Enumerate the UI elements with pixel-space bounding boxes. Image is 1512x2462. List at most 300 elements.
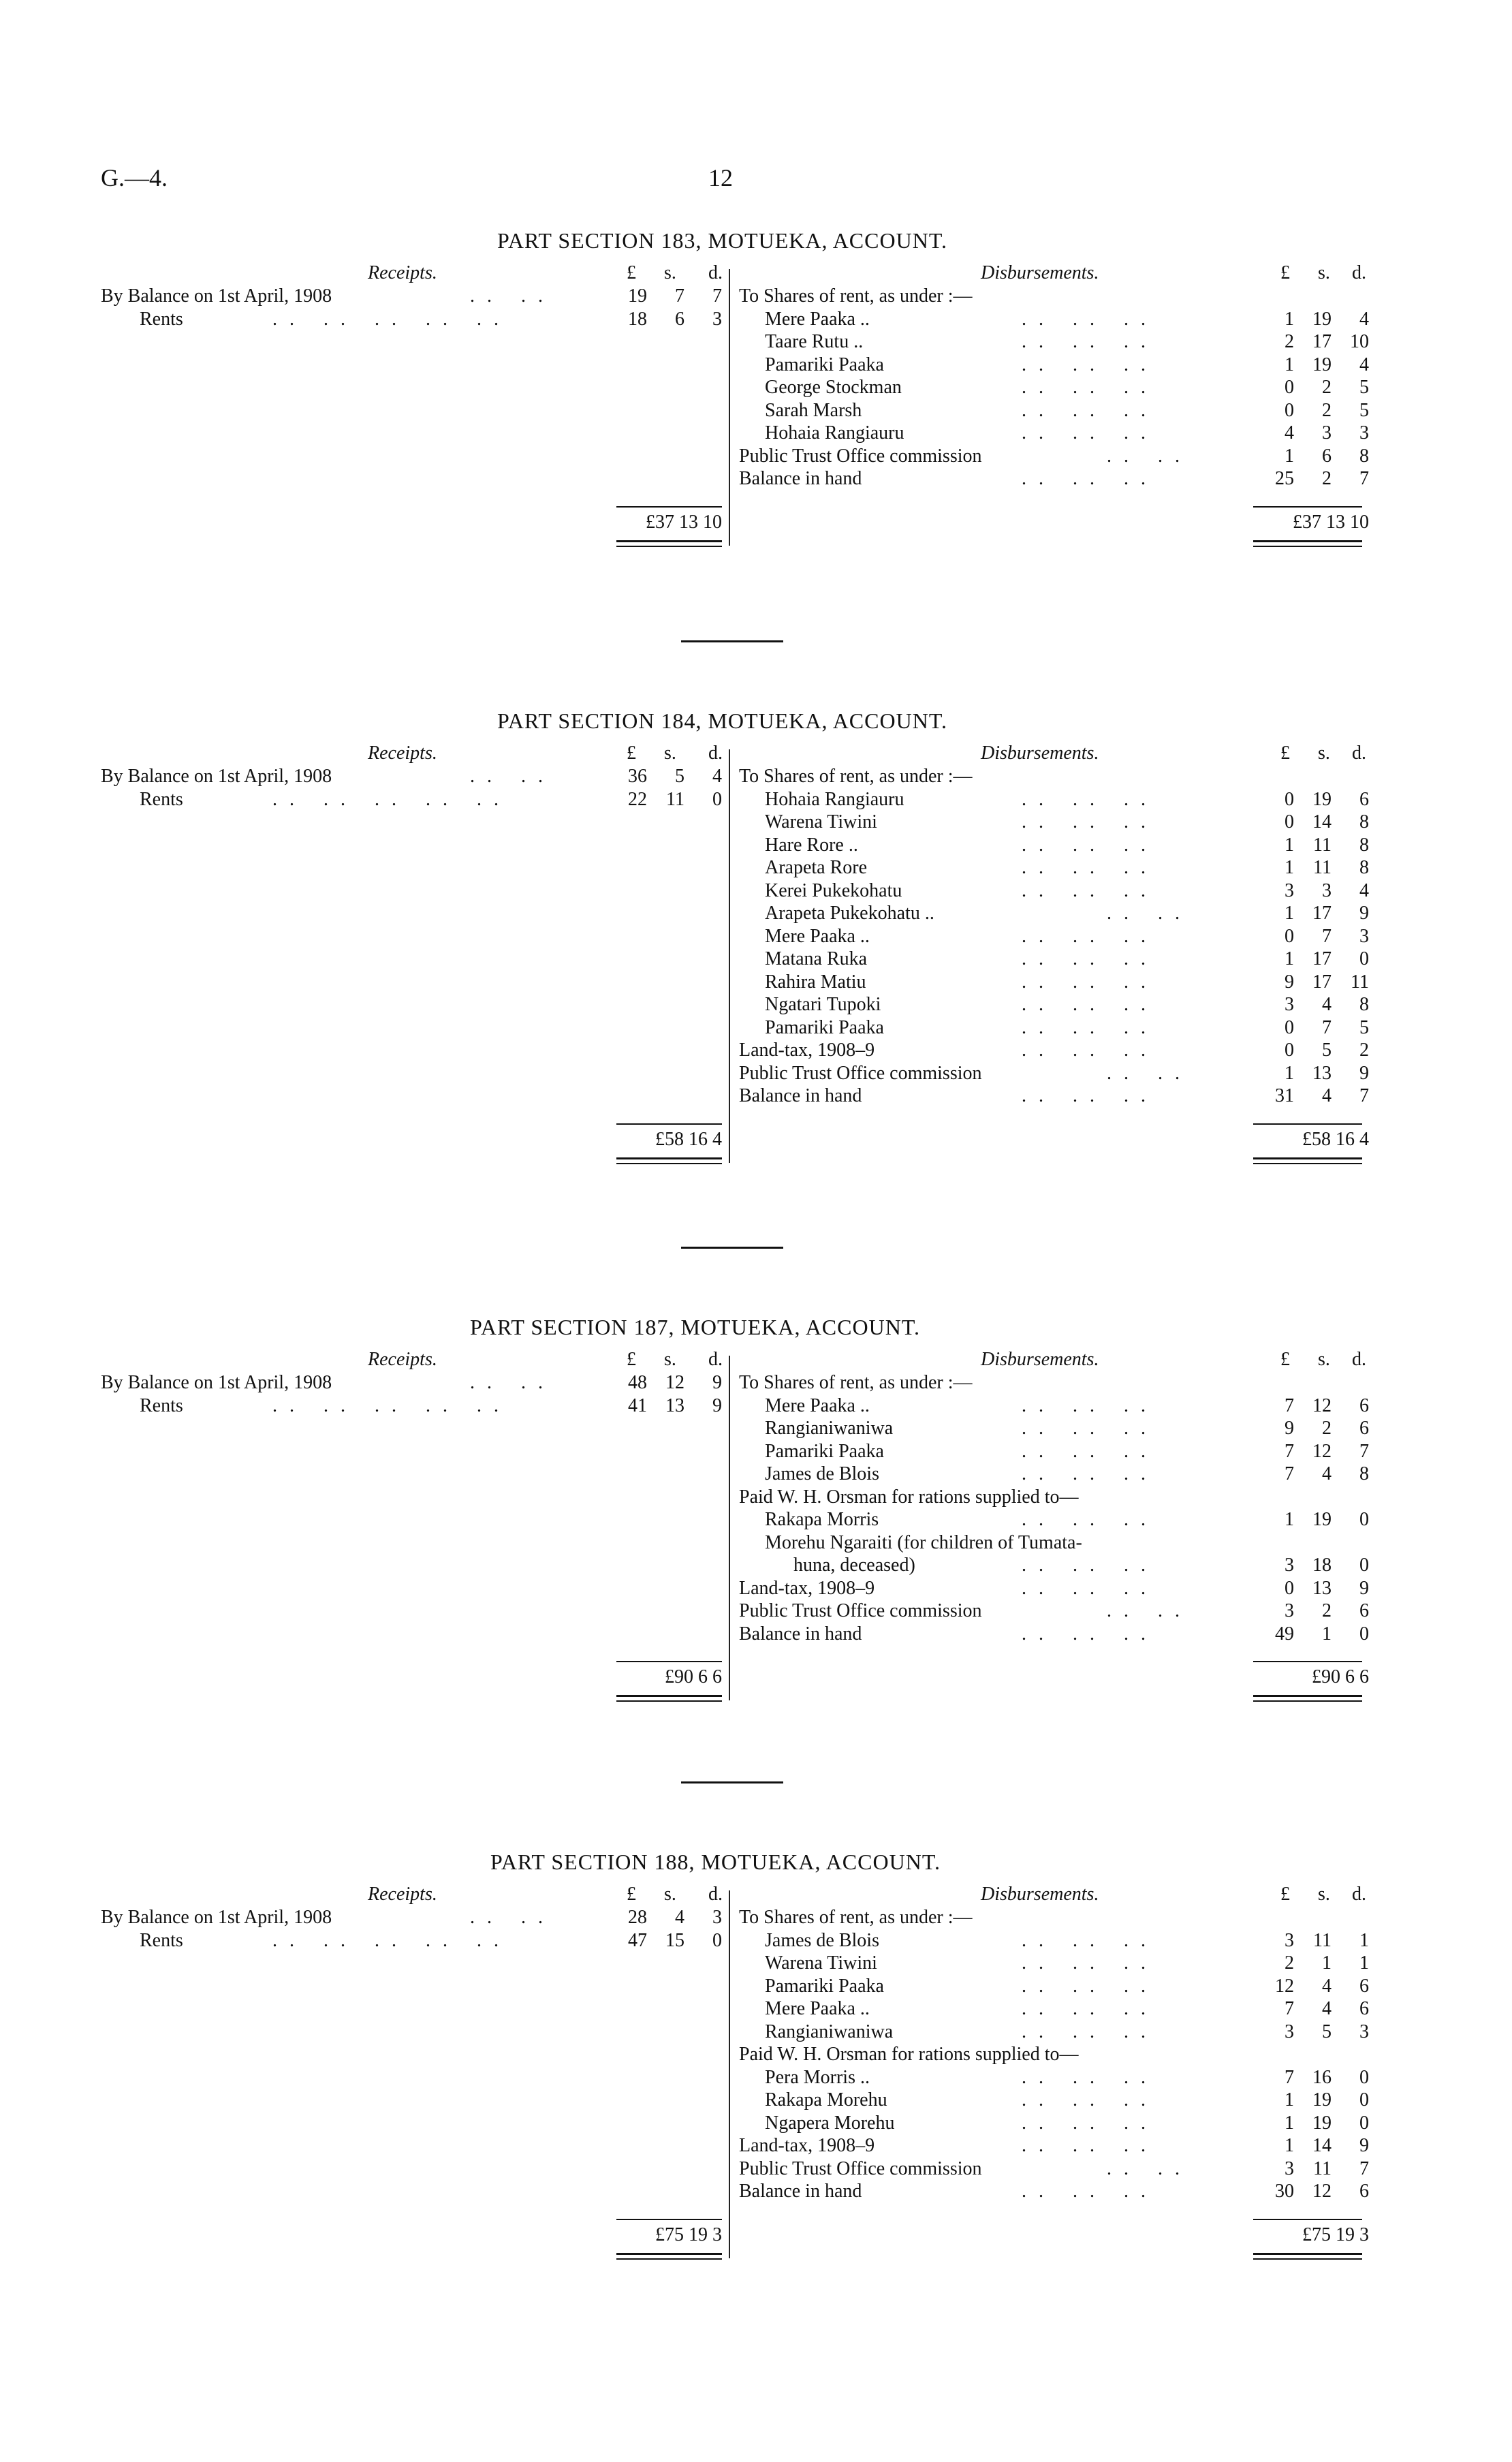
disbursement-pence: 0: [1359, 1623, 1369, 1645]
receipt-label: By Balance on 1st April, 1908: [101, 285, 332, 307]
column-divider: [729, 1356, 730, 1700]
disbursement-shillings: 4: [1322, 994, 1332, 1015]
total-rule-bottom: [1253, 1163, 1362, 1164]
page-ref: G.—4.: [101, 164, 168, 191]
leader-dots: .. .. ..: [1022, 2066, 1158, 2088]
receipts-heading: Receipts.: [368, 262, 437, 283]
receipt-label: Rents: [140, 308, 183, 330]
disbursement-pounds: 7: [1285, 1998, 1294, 2019]
disbursement-shillings: 11: [1313, 834, 1332, 856]
disbursement-pence: 9: [1359, 1577, 1369, 1599]
leader-dots: .. ..: [470, 1372, 555, 1393]
leader-dots: .. .. ..: [1022, 377, 1158, 398]
total-rule-top: [616, 1123, 722, 1125]
disbursement-pounds: 30: [1275, 2181, 1294, 2202]
disbursement-pounds: 12: [1275, 1975, 1294, 1997]
receipt-shillings: 15: [665, 1929, 684, 1951]
disbursement-pence: 5: [1359, 377, 1369, 398]
disbursement-pence: 0: [1359, 948, 1369, 969]
disbursement-pence: 8: [1359, 1463, 1369, 1484]
lsd-header: d.: [1352, 1884, 1366, 1905]
disbursement-label: Public Trust Office commission: [739, 445, 982, 467]
lsd-header: £: [1280, 743, 1290, 764]
lsd-header: s.: [664, 262, 676, 283]
leader-dots: .. .. ..: [1022, 834, 1158, 856]
leader-dots: .. .. .. .. ..: [272, 1929, 511, 1951]
leader-dots: .. ..: [1107, 2157, 1192, 2179]
disbursement-pounds: 1: [1285, 2089, 1294, 2110]
receipt-pounds: 28: [628, 1907, 647, 1928]
lsd-header: s.: [1318, 1349, 1330, 1370]
disbursement-pence: 0: [1359, 2112, 1369, 2134]
disbursements-total: £37 13 10: [1293, 511, 1369, 533]
disbursement-label: Pamariki Paaka: [765, 1440, 884, 1462]
disbursement-label: To Shares of rent, as under :—: [739, 1907, 973, 1928]
receipt-pounds: 19: [628, 285, 647, 307]
disbursement-shillings: 17: [1312, 331, 1332, 352]
disbursement-pounds: 0: [1285, 1016, 1294, 1038]
leader-dots: .. .. ..: [1022, 1952, 1158, 1974]
disbursement-pence: 1: [1359, 1952, 1369, 1974]
receipt-label: Rents: [140, 1394, 183, 1416]
disbursement-label: Hare Rore ..: [765, 834, 858, 856]
total-rule-bottom: [616, 546, 722, 547]
leader-dots: .. .. ..: [1022, 468, 1158, 489]
total-rule-bottom: [1253, 1695, 1362, 1697]
leader-dots: .. .. .. .. ..: [272, 308, 511, 330]
page-number: 12: [708, 164, 733, 191]
column-divider: [729, 269, 730, 546]
disbursement-pounds: 1: [1285, 2112, 1294, 2134]
receipt-pence: 9: [712, 1372, 722, 1393]
lsd-header: s.: [1318, 743, 1330, 764]
disbursement-shillings: 7: [1322, 1016, 1332, 1038]
disbursement-shillings: 5: [1322, 1040, 1332, 1061]
receipts-total: £58 16 4: [655, 1128, 722, 1150]
disbursement-shillings: 16: [1312, 2066, 1332, 2088]
disbursement-pence: 2: [1359, 1040, 1369, 1061]
lsd-header: £: [1280, 1884, 1290, 1905]
section-title: PART SECTION 187, MOTUEKA, ACCOUNT.: [470, 1315, 920, 1339]
receipt-pence: 3: [712, 308, 722, 330]
disbursement-shillings: 17: [1312, 903, 1332, 924]
disbursement-label: Balance in hand: [739, 2181, 862, 2202]
disbursement-shillings: 2: [1322, 1600, 1332, 1621]
disbursement-label: Arapeta Pukekohatu ..: [765, 903, 934, 924]
total-rule-bottom: [616, 1157, 722, 1159]
disbursement-pounds: 3: [1285, 1600, 1294, 1621]
disbursement-label: James de Blois: [765, 1929, 879, 1951]
disbursement-pounds: 31: [1275, 1085, 1294, 1106]
disbursement-label: Rakapa Morehu: [765, 2089, 887, 2110]
disbursement-pounds: 49: [1275, 1623, 1294, 1645]
total-rule-top: [616, 1661, 722, 1662]
total-rule-top: [1253, 2219, 1362, 2220]
disbursement-shillings: 1: [1322, 1623, 1332, 1645]
disbursement-pence: 8: [1359, 811, 1369, 832]
disbursement-label: Rakapa Morris: [765, 1509, 879, 1530]
disbursement-label: huna, deceased): [793, 1555, 915, 1576]
leader-dots: .. .. ..: [1022, 308, 1158, 330]
lsd-header: s.: [1318, 262, 1330, 283]
disbursement-pounds: 3: [1285, 1929, 1294, 1951]
disbursement-shillings: 19: [1312, 354, 1332, 375]
disbursement-pounds: 3: [1285, 1555, 1294, 1576]
lsd-header: d.: [1352, 262, 1366, 283]
disbursement-label: Public Trust Office commission: [739, 1600, 982, 1621]
disbursement-pence: 8: [1359, 857, 1369, 878]
disbursement-shillings: 4: [1322, 1975, 1332, 1997]
disbursement-label: Public Trust Office commission: [739, 1062, 982, 1084]
lsd-header: £: [627, 262, 636, 283]
disbursement-pence: 7: [1359, 2157, 1369, 2179]
leader-dots: .. .. ..: [1022, 948, 1158, 969]
disbursement-pounds: 7: [1285, 1440, 1294, 1462]
disbursement-label: Pera Morris ..: [765, 2066, 870, 2088]
leader-dots: .. .. ..: [1022, 811, 1158, 832]
disbursement-label: Morehu Ngaraiti (for children of Tumata-: [765, 1531, 1082, 1553]
disbursement-shillings: 4: [1322, 1085, 1332, 1106]
disbursement-shillings: 13: [1312, 1577, 1332, 1599]
disbursement-shillings: 17: [1312, 948, 1332, 969]
disbursement-pounds: 7: [1285, 1394, 1294, 1416]
disbursement-shillings: 17: [1312, 971, 1332, 993]
lsd-header: d.: [1352, 743, 1366, 764]
disbursement-shillings: 6: [1322, 445, 1332, 467]
leader-dots: .. .. ..: [1022, 1418, 1158, 1439]
disbursement-label: James de Blois: [765, 1463, 879, 1484]
total-rule-bottom: [1253, 2258, 1362, 2260]
leader-dots: .. .. ..: [1022, 857, 1158, 878]
disbursement-label: Balance in hand: [739, 1623, 862, 1645]
lsd-header: s.: [1318, 1884, 1330, 1905]
leader-dots: .. .. ..: [1022, 1555, 1158, 1576]
leader-dots: .. ..: [1107, 903, 1192, 924]
total-rule-top: [1253, 506, 1362, 508]
disbursement-shillings: 19: [1312, 2089, 1332, 2110]
disbursement-label: To Shares of rent, as under :—: [739, 285, 973, 307]
receipt-pounds: 48: [628, 1372, 647, 1393]
disbursement-pounds: 1: [1285, 834, 1294, 856]
disbursement-pounds: 0: [1285, 925, 1294, 947]
disbursement-shillings: 2: [1322, 377, 1332, 398]
lsd-header: s.: [664, 1349, 676, 1370]
disbursement-label: Paid W. H. Orsman for rations supplied to—: [739, 1486, 1079, 1508]
total-rule-top: [616, 506, 722, 508]
disbursement-label: Warena Tiwini: [765, 1952, 877, 1974]
disbursement-pence: 6: [1359, 1998, 1369, 2019]
disbursements-total: £58 16 4: [1302, 1128, 1369, 1150]
leader-dots: .. .. ..: [1022, 925, 1158, 947]
total-rule-bottom: [616, 2253, 722, 2255]
lsd-header: £: [1280, 1349, 1290, 1370]
total-rule-bottom: [1253, 546, 1362, 547]
disbursement-pence: 7: [1359, 1440, 1369, 1462]
leader-dots: .. ..: [1107, 1062, 1192, 1084]
disbursement-label: Ngapera Morehu: [765, 2112, 895, 2134]
disbursement-pounds: 0: [1285, 788, 1294, 810]
total-rule-bottom: [1253, 1157, 1362, 1159]
disbursement-pounds: 0: [1285, 377, 1294, 398]
lsd-header: d.: [708, 262, 723, 283]
total-rule-top: [616, 2219, 722, 2220]
leader-dots: .. ..: [1107, 1600, 1192, 1621]
disbursement-pence: 3: [1359, 2021, 1369, 2042]
receipt-pence: 7: [712, 285, 722, 307]
disbursements-total: £90 6 6: [1312, 1666, 1369, 1687]
disbursement-label: Hohaia Rangiauru: [765, 788, 904, 810]
disbursement-shillings: 11: [1313, 857, 1332, 878]
disbursement-shillings: 5: [1322, 2021, 1332, 2042]
disbursement-pounds: 1: [1285, 308, 1294, 330]
disbursement-pence: 6: [1359, 1975, 1369, 1997]
disbursement-pence: 6: [1359, 2181, 1369, 2202]
disbursement-pounds: 1: [1285, 354, 1294, 375]
receipt-pence: 0: [712, 1929, 722, 1951]
disbursement-pounds: 7: [1285, 2066, 1294, 2088]
receipt-pence: 3: [712, 1907, 722, 1928]
receipt-pence: 4: [712, 766, 722, 787]
total-rule-bottom: [1253, 1700, 1362, 1702]
disbursement-label: Matana Ruka: [765, 948, 868, 969]
section-title: PART SECTION 183, MOTUEKA, ACCOUNT.: [497, 228, 947, 253]
section-title: PART SECTION 184, MOTUEKA, ACCOUNT.: [497, 708, 947, 733]
leader-dots: .. ..: [470, 1907, 555, 1928]
disbursement-label: Arapeta Rore: [765, 857, 868, 878]
disbursement-shillings: 14: [1312, 2135, 1332, 2156]
disbursement-shillings: 19: [1312, 2112, 1332, 2134]
total-rule-bottom: [616, 1163, 722, 1164]
disbursement-pence: 0: [1359, 2066, 1369, 2088]
receipts-total: £37 13 10: [646, 511, 722, 533]
disbursement-pounds: 0: [1285, 1040, 1294, 1061]
total-rule-bottom: [1253, 540, 1362, 542]
disbursement-shillings: 19: [1312, 788, 1332, 810]
disbursement-label: Land-tax, 1908–9: [739, 1040, 875, 1061]
disbursement-label: Sarah Marsh: [765, 399, 862, 421]
leader-dots: .. ..: [470, 766, 555, 787]
section-separator: [681, 1781, 783, 1783]
leader-dots: .. .. ..: [1022, 879, 1158, 901]
disbursements-total: £75 19 3: [1302, 2224, 1369, 2245]
section-separator: [681, 640, 783, 642]
disbursement-pounds: 25: [1275, 468, 1294, 489]
leader-dots: .. .. ..: [1022, 1509, 1158, 1530]
receipt-shillings: 11: [666, 788, 684, 810]
leader-dots: .. ..: [470, 285, 555, 307]
disbursements-heading: Disbursements.: [981, 743, 1099, 764]
disbursement-pounds: 3: [1285, 994, 1294, 1015]
leader-dots: .. .. ..: [1022, 1975, 1158, 1997]
disbursement-pounds: 1: [1285, 903, 1294, 924]
leader-dots: .. .. ..: [1022, 1016, 1158, 1038]
disbursement-pence: 11: [1351, 971, 1369, 993]
leader-dots: .. .. ..: [1022, 1440, 1158, 1462]
disbursement-pence: 0: [1359, 2089, 1369, 2110]
leader-dots: .. .. ..: [1022, 971, 1158, 993]
disbursement-label: George Stockman: [765, 377, 902, 398]
receipt-pounds: 18: [628, 308, 647, 330]
receipt-label: Rents: [140, 788, 183, 810]
disbursement-label: Pamariki Paaka: [765, 1016, 884, 1038]
lsd-header: s.: [664, 743, 676, 764]
disbursement-label: Mere Paaka ..: [765, 1394, 870, 1416]
total-rule-bottom: [616, 1695, 722, 1697]
lsd-header: £: [1280, 262, 1290, 283]
total-rule-bottom: [616, 1700, 722, 1702]
receipt-pounds: 41: [628, 1394, 647, 1416]
disbursement-pounds: 0: [1285, 1577, 1294, 1599]
leader-dots: .. .. ..: [1022, 2135, 1158, 2156]
receipt-shillings: 13: [665, 1394, 684, 1416]
disbursement-label: Kerei Pukekohatu: [765, 879, 902, 901]
disbursement-pence: 0: [1359, 1509, 1369, 1530]
disbursement-pounds: 3: [1285, 2021, 1294, 2042]
disbursement-pence: 4: [1359, 354, 1369, 375]
leader-dots: .. .. ..: [1022, 2021, 1158, 2042]
disbursement-pence: 10: [1350, 331, 1369, 352]
disbursement-pence: 4: [1359, 879, 1369, 901]
disbursement-pounds: 3: [1285, 2157, 1294, 2179]
disbursement-label: Balance in hand: [739, 468, 862, 489]
disbursement-shillings: 12: [1312, 2181, 1332, 2202]
disbursement-shillings: 19: [1312, 1509, 1332, 1530]
disbursement-shillings: 18: [1312, 1555, 1332, 1576]
disbursement-pence: 0: [1359, 1555, 1369, 1576]
disbursement-label: Pamariki Paaka: [765, 1975, 884, 1997]
disbursement-shillings: 4: [1322, 1998, 1332, 2019]
leader-dots: .. .. ..: [1022, 1463, 1158, 1484]
disbursement-shillings: 12: [1312, 1394, 1332, 1416]
disbursement-pounds: 1: [1285, 2135, 1294, 2156]
receipt-shillings: 12: [665, 1372, 684, 1393]
disbursement-label: Paid W. H. Orsman for rations supplied to—: [739, 2044, 1079, 2065]
disbursement-label: Mere Paaka ..: [765, 308, 870, 330]
leader-dots: .. .. ..: [1022, 422, 1158, 443]
leader-dots: .. .. .. .. ..: [272, 788, 511, 810]
leader-dots: .. .. ..: [1022, 994, 1158, 1015]
column-divider: [729, 749, 730, 1163]
disbursement-label: Rangianiwaniwa: [765, 1418, 894, 1439]
disbursement-pounds: 0: [1285, 811, 1294, 832]
disbursements-heading: Disbursements.: [981, 1884, 1099, 1905]
disbursement-pounds: 9: [1285, 971, 1294, 993]
receipt-label: By Balance on 1st April, 1908: [101, 766, 332, 787]
disbursement-pence: 6: [1359, 1394, 1369, 1416]
disbursement-label: To Shares of rent, as under :—: [739, 766, 973, 787]
disbursement-pounds: 1: [1285, 1509, 1294, 1530]
disbursement-shillings: 4: [1322, 1463, 1332, 1484]
disbursement-pence: 5: [1359, 399, 1369, 421]
disbursement-label: Balance in hand: [739, 1085, 862, 1106]
disbursement-pence: 3: [1359, 925, 1369, 947]
disbursement-pence: 9: [1359, 1062, 1369, 1084]
disbursement-pence: 8: [1359, 834, 1369, 856]
disbursement-pence: 8: [1359, 994, 1369, 1015]
disbursement-shillings: 3: [1322, 879, 1332, 901]
lsd-header: £: [627, 743, 636, 764]
total-rule-bottom: [616, 540, 722, 542]
disbursement-shillings: 14: [1312, 811, 1332, 832]
leader-dots: .. .. ..: [1022, 399, 1158, 421]
disbursement-label: Rahira Matiu: [765, 971, 866, 993]
receipt-shillings: 7: [675, 285, 684, 307]
disbursement-shillings: 7: [1322, 925, 1332, 947]
disbursement-pounds: 1: [1285, 857, 1294, 878]
leader-dots: .. .. ..: [1022, 2181, 1158, 2202]
total-rule-top: [1253, 1661, 1362, 1662]
disbursement-label: Public Trust Office commission: [739, 2157, 982, 2179]
disbursement-pence: 7: [1359, 468, 1369, 489]
total-rule-bottom: [1253, 2253, 1362, 2255]
disbursement-shillings: 2: [1322, 399, 1332, 421]
disbursement-pence: 6: [1359, 788, 1369, 810]
receipt-pence: 0: [712, 788, 722, 810]
disbursement-shillings: 2: [1322, 468, 1332, 489]
disbursement-pounds: 2: [1285, 331, 1294, 352]
disbursement-pounds: 9: [1285, 1418, 1294, 1439]
disbursements-heading: Disbursements.: [981, 1349, 1099, 1370]
disbursement-shillings: 11: [1313, 2157, 1332, 2179]
receipt-pounds: 47: [628, 1929, 647, 1951]
leader-dots: .. .. ..: [1022, 1394, 1158, 1416]
disbursement-label: Pamariki Paaka: [765, 354, 884, 375]
disbursement-pence: 3: [1359, 422, 1369, 443]
receipt-label: Rents: [140, 1929, 183, 1951]
column-divider: [729, 1890, 730, 2258]
receipt-shillings: 4: [675, 1907, 684, 1928]
lsd-header: £: [627, 1349, 636, 1370]
receipt-shillings: 5: [675, 766, 684, 787]
receipts-heading: Receipts.: [368, 743, 437, 764]
receipt-pence: 9: [712, 1394, 722, 1416]
lsd-header: d.: [708, 1349, 723, 1370]
disbursement-label: Mere Paaka ..: [765, 1998, 870, 2019]
disbursement-label: Ngatari Tupoki: [765, 994, 881, 1015]
receipt-shillings: 6: [675, 308, 684, 330]
disbursement-shillings: 1: [1322, 1952, 1332, 1974]
disbursement-pounds: 1: [1285, 1062, 1294, 1084]
disbursement-label: Mere Paaka ..: [765, 925, 870, 947]
disbursements-heading: Disbursements.: [981, 262, 1099, 283]
disbursement-pounds: 0: [1285, 399, 1294, 421]
disbursement-shillings: 19: [1312, 308, 1332, 330]
lsd-header: d.: [708, 743, 723, 764]
disbursement-pence: 6: [1359, 1600, 1369, 1621]
disbursement-label: Warena Tiwini: [765, 811, 877, 832]
leader-dots: .. .. ..: [1022, 2089, 1158, 2110]
disbursement-label: To Shares of rent, as under :—: [739, 1372, 973, 1393]
leader-dots: .. .. ..: [1022, 2112, 1158, 2134]
leader-dots: .. .. ..: [1022, 1929, 1158, 1951]
leader-dots: .. .. .. .. ..: [272, 1394, 511, 1416]
total-rule-top: [1253, 1123, 1362, 1125]
section-title: PART SECTION 188, MOTUEKA, ACCOUNT.: [490, 1850, 941, 1874]
disbursement-pence: 7: [1359, 1085, 1369, 1106]
section-separator: [681, 1247, 783, 1249]
lsd-header: d.: [708, 1884, 723, 1905]
receipt-pounds: 22: [628, 788, 647, 810]
disbursement-shillings: 2: [1322, 1418, 1332, 1439]
disbursement-shillings: 13: [1312, 1062, 1332, 1084]
disbursement-pence: 4: [1359, 308, 1369, 330]
disbursement-pounds: 1: [1285, 445, 1294, 467]
leader-dots: .. .. ..: [1022, 1040, 1158, 1061]
disbursement-shillings: 11: [1313, 1929, 1332, 1951]
receipt-label: By Balance on 1st April, 1908: [101, 1372, 332, 1393]
receipts-total: £75 19 3: [655, 2224, 722, 2245]
total-rule-bottom: [616, 2258, 722, 2260]
